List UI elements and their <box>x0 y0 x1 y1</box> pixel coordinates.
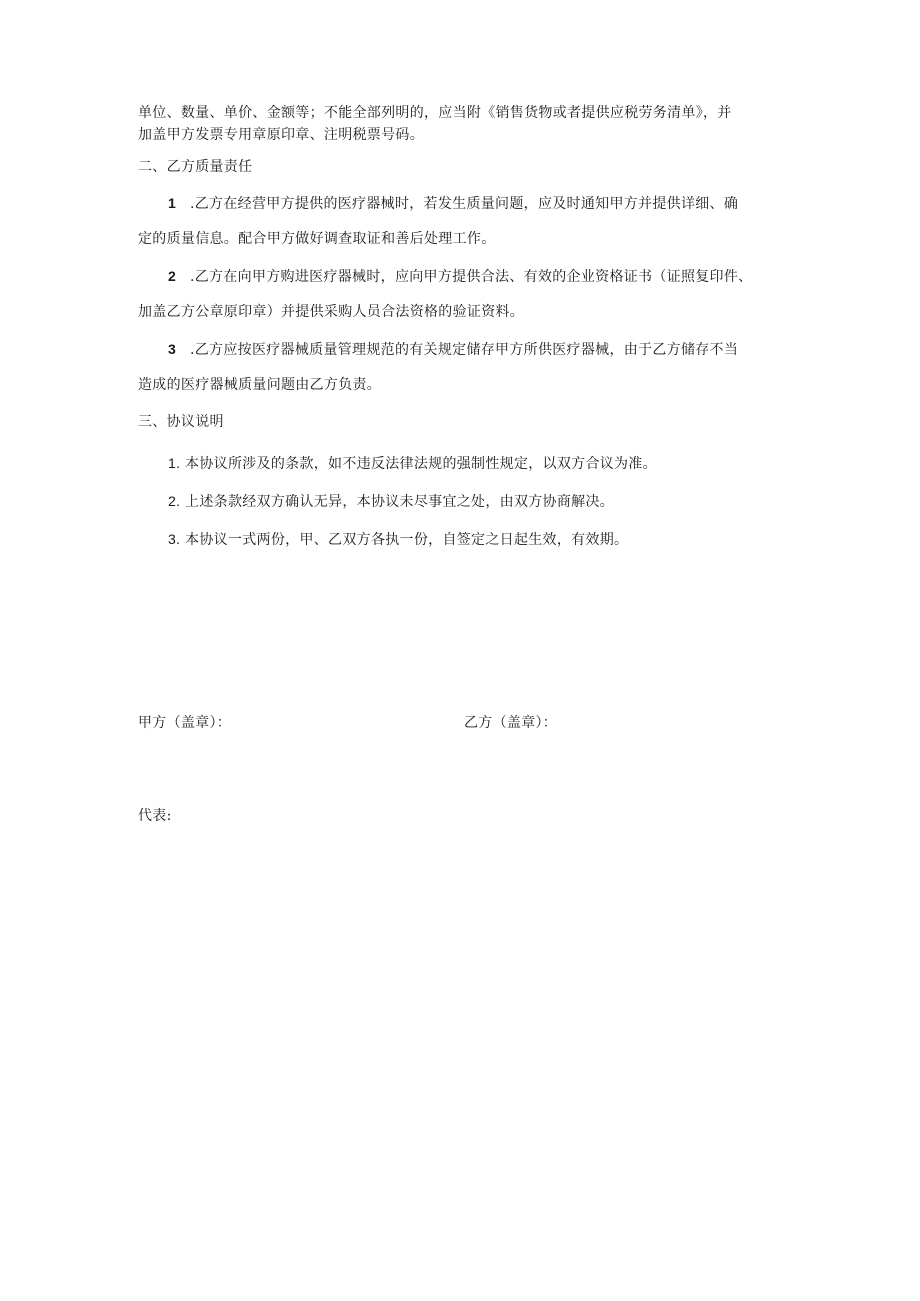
item-number: 3. <box>168 531 181 547</box>
item-number: 1. <box>168 455 181 471</box>
section-2-item-2-line-2: 加盖乙方公章原印章）并提供采购人员合法资格的验证资料。 <box>138 304 525 320</box>
item-text: 上述条款经双方确认无异，本协议未尽事宜之处，由双方协商解决。 <box>185 494 615 510</box>
item-number: 2 <box>168 268 177 284</box>
item-text: .乙方在向甲方购进医疗器械时，应向甲方提供合法、有效的企业资格证书（证照复印件、 <box>190 269 753 285</box>
item-text: .乙方在经营甲方提供的医疗器械时，若发生质量问题，应及时通知甲方并提供详细、确 <box>190 196 739 212</box>
section-2-item-3-line-1 <box>168 339 738 360</box>
representative-label: 代表: <box>138 808 172 824</box>
party-b-seal-label: 乙方（盖章）： <box>464 715 558 731</box>
item-number: 1 <box>168 195 177 211</box>
item-text: 本协议一式两份，甲、乙双方各执一份，自签定之日起生效，有效期。 <box>185 532 629 548</box>
section-2-item-1-line-1 <box>168 193 738 214</box>
item-text: .乙方应按医疗器械质量管理规范的有关规定储存甲方所供医疗器械，由于乙方储存不当 <box>190 342 739 358</box>
section-3-item-2 <box>168 491 614 512</box>
party-a-seal-label: 甲方（盖章）： <box>138 715 232 731</box>
section-2-item-1-line-2: 定的质量信息。配合甲方做好调查取证和善后处理工作。 <box>138 231 496 247</box>
section-3-heading: 三、协议说明 <box>138 414 224 430</box>
continuation-line-1: 单位、数量、单价、金额等；不能全部列明的，应当附《销售货物或者提供应税劳务清单》，并 <box>138 105 732 121</box>
section-3-item-3 <box>168 529 628 550</box>
item-number: 2. <box>168 493 181 509</box>
item-number: 3 <box>168 341 177 357</box>
continuation-line-2: 加盖甲方发票专用章原印章、注明税票号码。 <box>138 127 424 143</box>
section-2-item-3-line-2: 造成的医疗器械质量问题由乙方负责。 <box>138 377 382 393</box>
section-3-item-1 <box>168 453 657 474</box>
item-text: 本协议所涉及的条款，如不违反法律法规的强制性规定，以双方合议为准。 <box>185 456 657 472</box>
section-2-heading: 二、乙方质量责任 <box>138 159 253 175</box>
section-2-item-2-line-1 <box>168 266 752 287</box>
